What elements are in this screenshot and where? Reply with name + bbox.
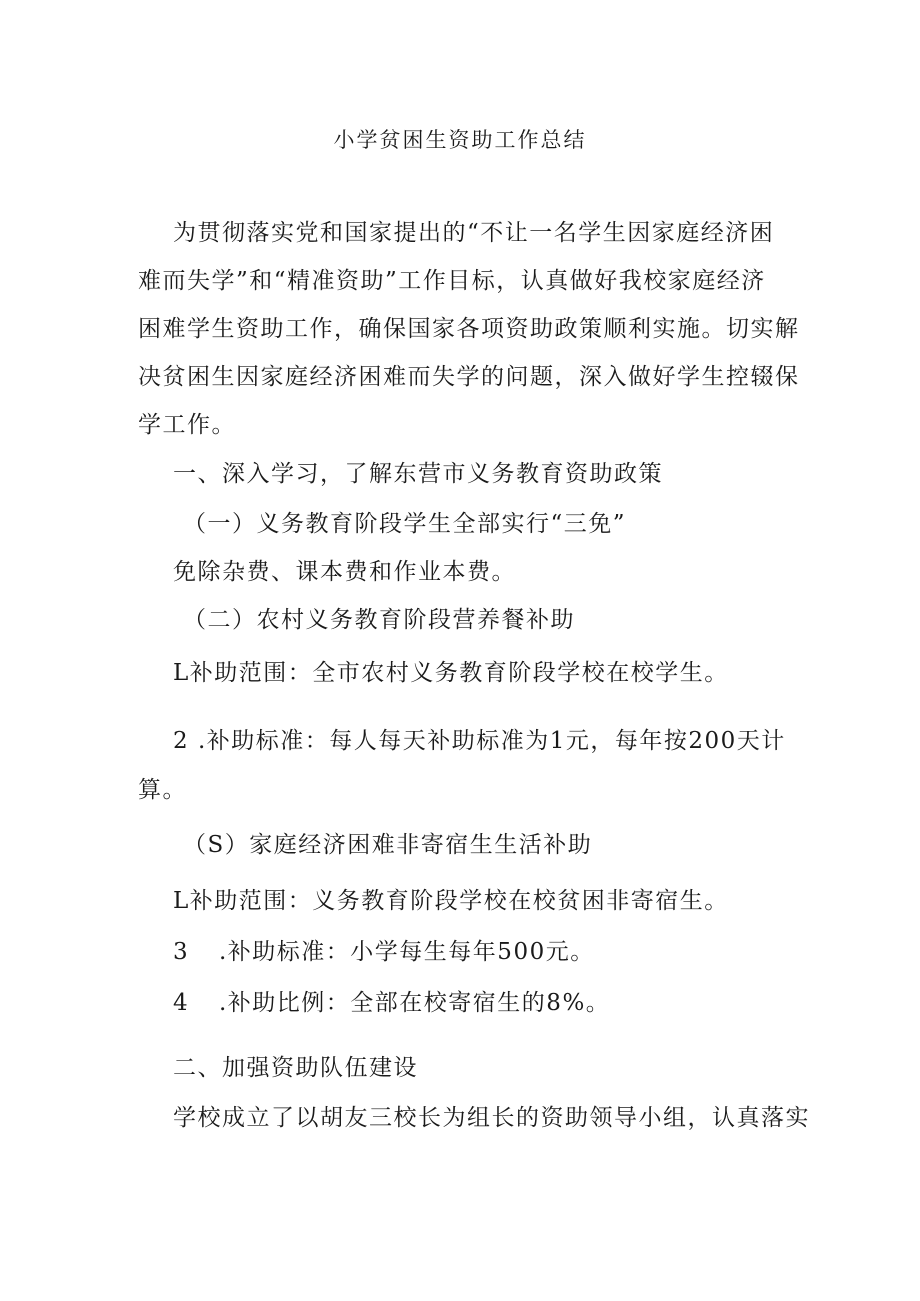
section-1-sub-2-heading: （二）农村义务教育阶段营养餐补助 [183, 607, 575, 633]
section-1-sub-1-heading: （一）义务教育阶段学生全部实行“三免” [183, 511, 627, 537]
item-text: .补助比例：全部在校寄宿生的8%。 [219, 990, 611, 1016]
item-number: 3 [173, 939, 190, 965]
intro-line-1: 为贯彻落实党和国家提出的“不让一名学生因家庭经济困 [173, 220, 775, 246]
section-1-sub-2-item-1: L补助范围：全市农村义务教育阶段学校在校学生。 [173, 660, 729, 686]
section-1-sub-2-item-2-line-1: 2 .补助标准：每人每天补助标准为1元，每年按200天计 [173, 728, 786, 754]
section-1-sub-1-body: 免除杂费、课本费和作业本费。 [173, 559, 516, 585]
section-1-sub-3-item-3 [173, 935, 595, 969]
section-1-heading: 一、深入学习，了解东营市义务教育资助政策 [173, 461, 663, 487]
section-1-sub-2-item-2-line-2: 算。 [138, 777, 187, 803]
section-2-body-line-1: 学校成立了以胡友三校长为组长的资助领导小组，认真落实 [173, 1105, 810, 1131]
document-title: 小学贫困生资助工作总结 [333, 128, 587, 152]
intro-line-4: 决贫困生因家庭经济困难而失学的问题，深入做好学生控辍保 [138, 364, 800, 390]
intro-line-2: 难而失学”和“精准资助”工作目标，认真做好我校家庭经济 [138, 268, 766, 294]
section-2-heading: 二、加强资助队伍建设 [173, 1055, 418, 1081]
item-number: 4 [173, 990, 190, 1016]
section-1-sub-3-item-1: L补助范围：义务教育阶段学校在校贫困非寄宿生。 [173, 888, 729, 914]
section-1-sub-3-heading: （S）家庭经济困难非寄宿生生活补助 [183, 832, 593, 858]
item-text: .补助标准：小学每生每年500元。 [219, 939, 595, 965]
section-1-sub-3-item-4 [173, 986, 610, 1020]
intro-line-3: 困难学生资助工作，确保国家各项资助政策顺利实施。切实解 [138, 316, 800, 342]
intro-line-5: 学工作。 [138, 412, 236, 438]
